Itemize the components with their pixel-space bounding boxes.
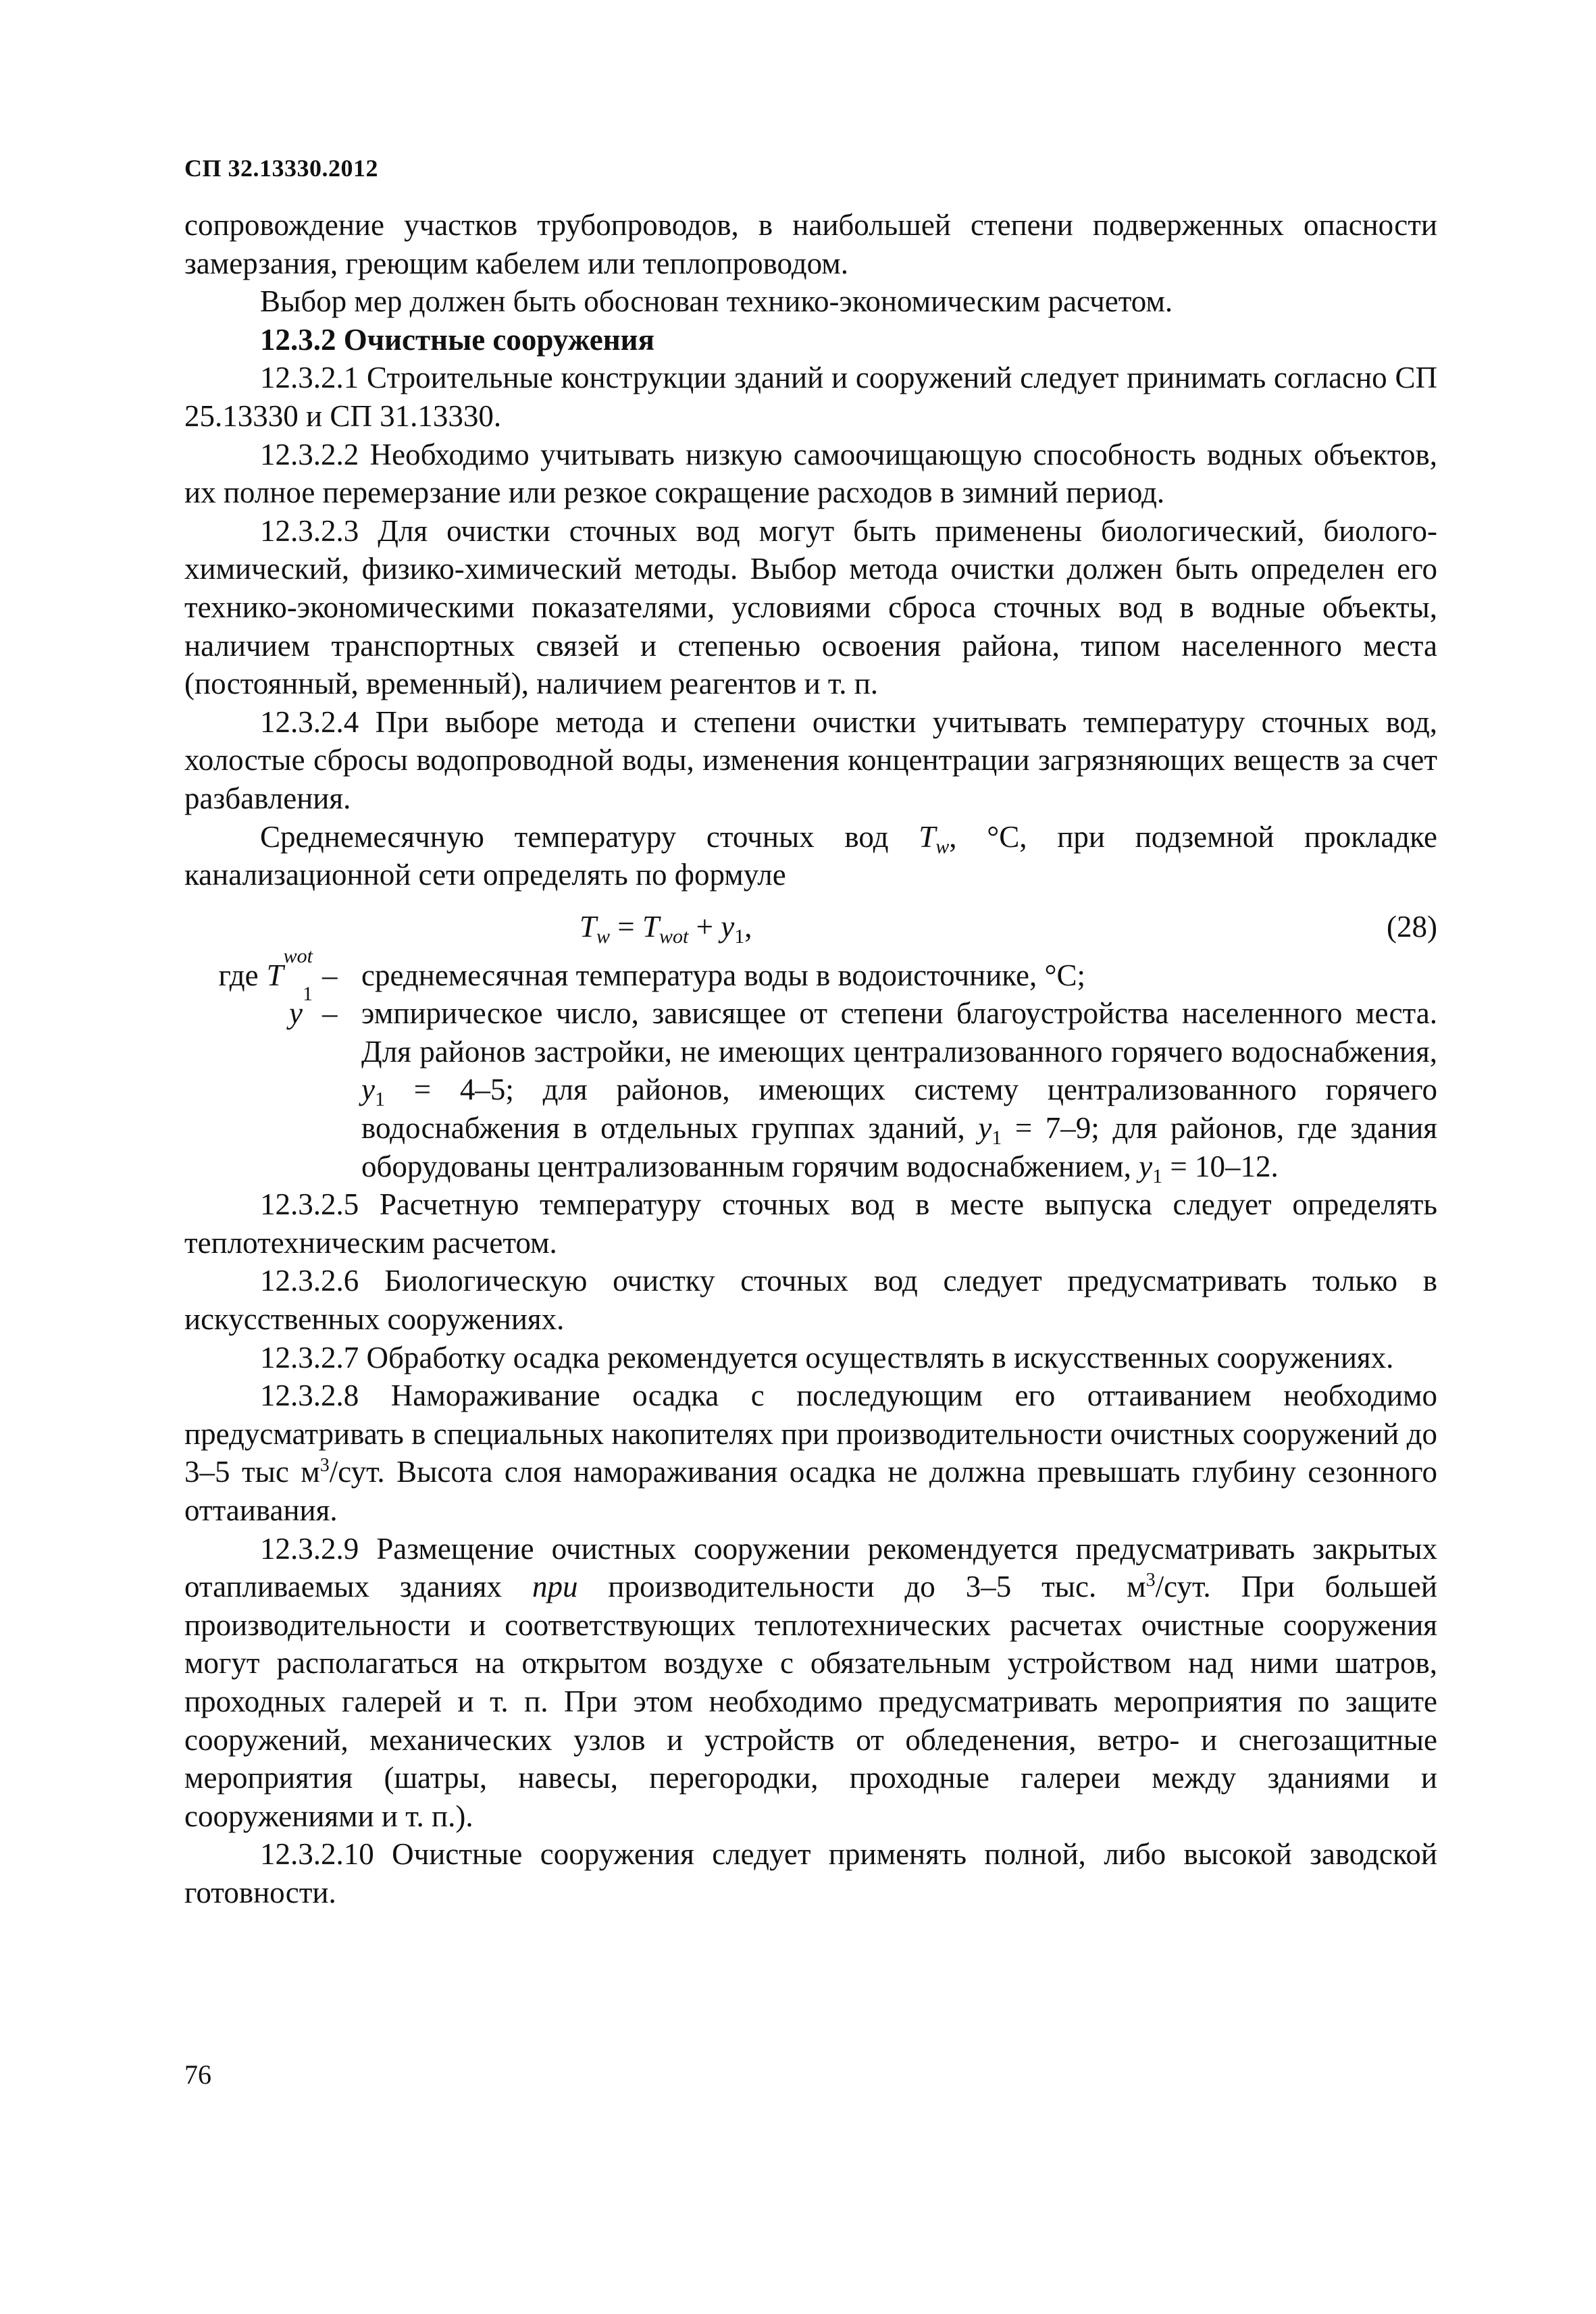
paragraph-12-3-2-6: 12.3.2.6 Биологическую очистку сточных вод следует предусматривать только в искусственных сооружениях. (184, 1264, 1437, 1337)
legend-item (184, 944, 1437, 995)
formula-legend (184, 944, 1437, 1187)
section-heading: 12.3.2 Очистные сооружения (260, 322, 654, 357)
formula-expression: $T_w = T_{wot} + y_1$, (580, 909, 752, 948)
document-body (184, 206, 1437, 1912)
legend-symbol: y 1 (289, 983, 313, 1031)
paragraph-12-3-2-3: 12.3.2.3 Для очистки сточных вод могут быть применены биологический, биолого-химический, физико-химический методы. Выбор метода очистки должен быть определен его технико-экономическими показателями, условиями сброса сточных вод в водные объекты, наличием транспортных связей и степенью освоения района, типом населенного места (постоянный, временный), наличием реагентов и т. п. (184, 513, 1437, 701)
text-segment: Среднемесячную температуру сточных вод (260, 819, 919, 854)
legend-text: эмпирическое число, зависящее от степени благоустройства населенного места. Для районов застройки, не имеющих централизованного горячего водоснабжения, $y_1 = 4-5$; для районов, имеющих систему централизованного горячего водоснабжения в отдельных группах зданий, $y_1 = 7-9$; для районов, где здания оборудованы централизованным горячим водоснабжением, $y_1 = 10-12$. (361, 996, 1437, 1187)
formula-28 (184, 896, 1437, 950)
paragraph-12-3-2-4: 12.3.2.4 При выборе метода и степени очистки учитывать температуру сточных вод, холостые сбросы водопроводной воды, изменения концентрации загрязняющих веществ за счет разбавления. (184, 704, 1437, 815)
paragraph-12-3-2-7: 12.3.2.7 Обработку осадка рекомендуется осуществлять в искусственных сооружениях. (260, 1340, 1394, 1374)
paragraph-12-3-2-2: 12.3.2.2 Необходимо учитывать низкую самоочищающую способность водных объектов, их полное перемерзание или резкое сокращение расходов в зимний период. (184, 437, 1437, 510)
paragraph-12-3-2-1: 12.3.2.1 Строительные конструкции зданий и сооружений следует принимать согласно СП 25.13330 и СП 31.13330. (184, 361, 1437, 433)
paragraph-12-3-2-5: 12.3.2.5 Расчетную температуру сточных вод в месте выпуска следует определять теплотехническим расчетом. (184, 1187, 1437, 1260)
legend-text: среднемесячная температура воды в водоисточнике, °С; (361, 958, 1086, 992)
paragraph-measures: Выбор мер должен быть обоснован технико-экономическим расчетом. (260, 284, 1173, 319)
formula-number: (28) (1387, 909, 1437, 944)
legend-symbol: где T wot (218, 944, 313, 992)
variable-subscript: w (935, 835, 950, 858)
legend-dash: – (322, 996, 338, 1031)
variable-symbol: T (919, 819, 936, 854)
paragraph-temperature-intro (184, 818, 1437, 894)
legend-dash: – (322, 958, 338, 992)
paragraph-12-3-2-10: 12.3.2.10 Очистные сооружения следует применять полной, либо высокой заводской готовности. (184, 1837, 1437, 1909)
document-code-header: СП 32.13330.2012 (184, 155, 378, 182)
legend-item (184, 983, 1437, 1187)
paragraph-12-3-2-8: 12.3.2.8 Намораживание осадка с последующим его оттаиванием необходимо предусматривать в специальных накопителях при производительности очистных сооружений до 3–5 тыс $м^3$/сут. Высота слоя намораживания осадка не должна превышать глубину сезонного оттаивания. (184, 1379, 1437, 1527)
paragraph-continuation: сопровождение участков трубопроводов, в наибольшей степени подверженных опасности замерзания, греющим кабелем или теплопроводом. (184, 208, 1437, 280)
paragraph-12-3-2-9: 12.3.2.9 Размещение очистных сооружении рекомендуется предусматривать закрытых отапливаемых зданиях при производительности до 3–5 тыс. $м^3$/сут. При большей производительности и соответствующих теплотехнических расчетах очистные сооружения могут располагаться на открытом воздухе с обязательным устройством над ними шатров, проходных галерей и т. п. При этом необходимо предусматривать мероприятия по защите сооружений, механических узлов и устройств от обледенения, ветро- и снегозащитные мероприятия (шатры, навесы, перегородки, проходные галереи между зданиями и сооружениями и т. п.). (184, 1531, 1437, 1833)
text-segment: , °С, при подземной прокладке канализационной сети определять по формуле (184, 819, 1438, 892)
page-number: 76 (184, 2059, 211, 2090)
